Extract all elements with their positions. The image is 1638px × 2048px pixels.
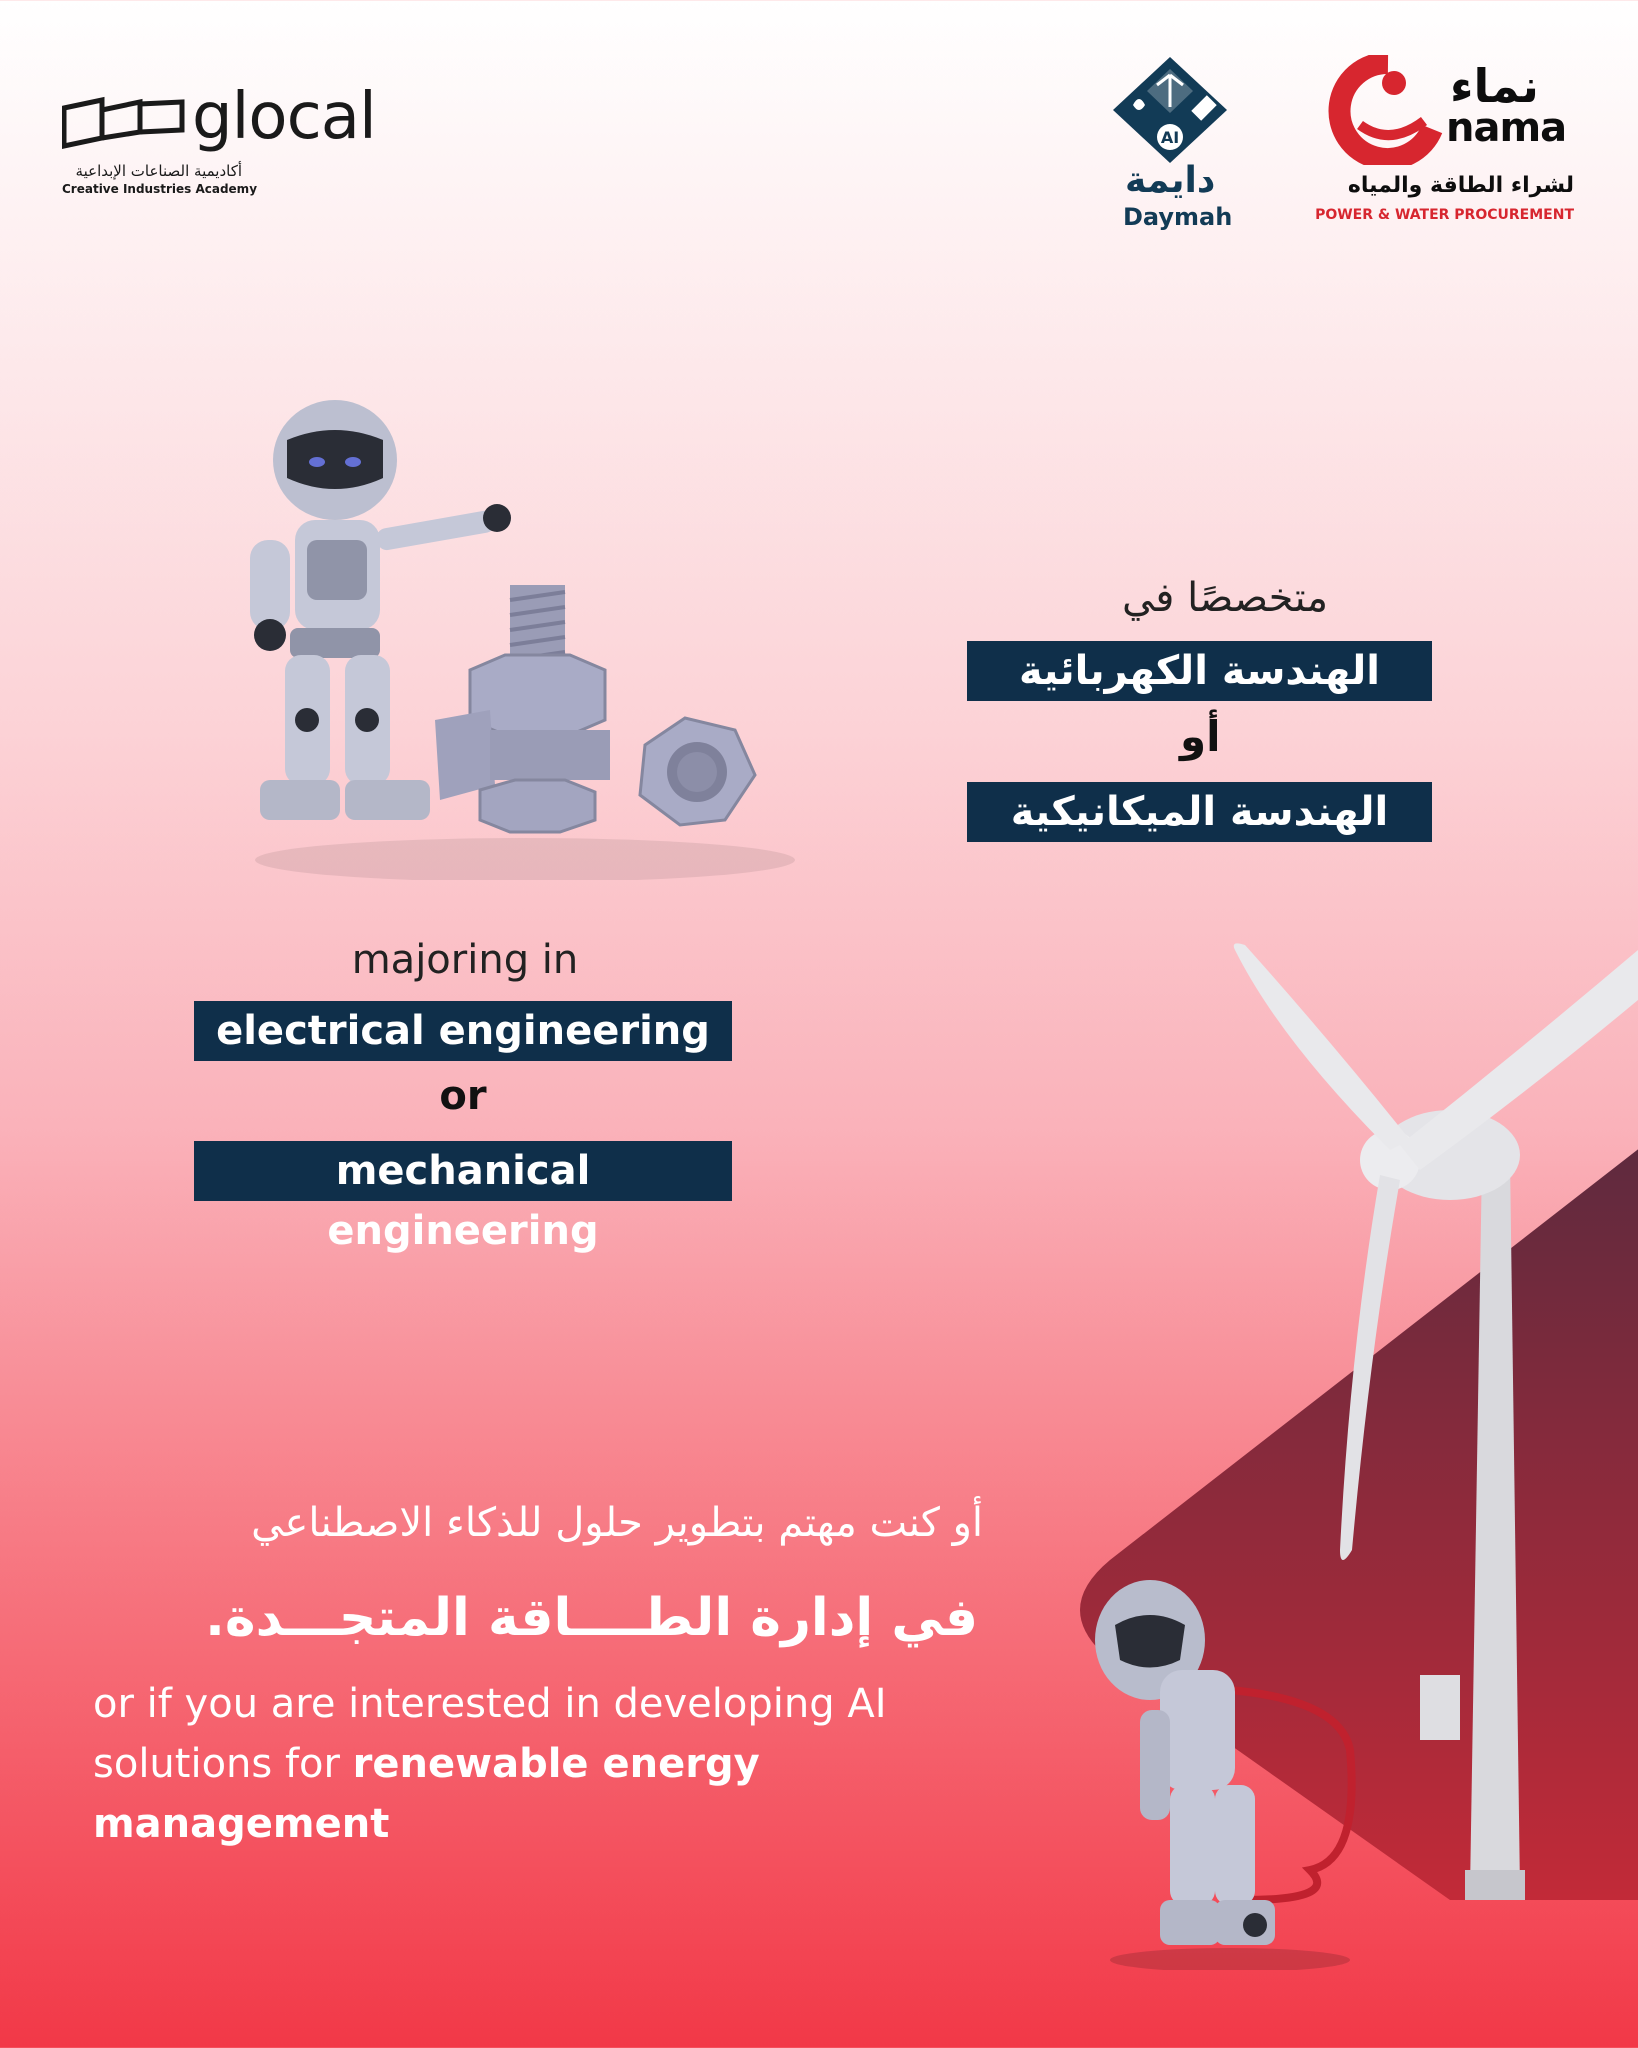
arabic-or: أو [1180,712,1221,761]
daymah-logo [1105,55,1235,235]
english-or: or [439,1073,487,1119]
daymah-badge: AI [1160,128,1180,147]
glocal-arabic-tagline: أكاديمية الصناعات الإبداعية [75,162,242,180]
english-body-bold: renewable energy management [93,1741,760,1847]
english-intro: majoring in [351,937,579,983]
english-body [93,1674,973,1854]
english-body-normal: or if you are interested in developing AI solutions for [93,1681,887,1787]
arabic-electrical-pill: الهندسة الكهربائية [967,641,1432,701]
daymah-logo-icon [1105,55,1235,165]
glocal-wordmark: glocal [192,80,376,154]
glocal-english-tagline: Creative Industries Academy [62,182,258,196]
nama-english-subtitle: POWER & WATER PROCUREMENT [1315,207,1574,223]
english-electrical-pill: electrical engineering [194,1001,732,1061]
glocal-logo-icon [62,80,187,150]
nama-arabic-subtitle: لشراء الطاقة والمياه [1347,173,1574,198]
arabic-intro: متخصصًا في [1121,575,1328,621]
daymah-english-name: Daymah [1123,203,1233,231]
english-mechanical-pill: mechanical engineering [194,1141,732,1201]
daymah-arabic-name: دايمة [1125,160,1216,201]
arabic-body-line1: أو كنت مهتم بتطوير حلول للذكاء الاصطناعي [251,1500,983,1546]
robot-charging-illustration [1080,1570,1380,1970]
arabic-mechanical-pill: الهندسة الميكانيكية [967,782,1432,842]
glocal-logo [62,80,382,200]
arabic-body-line2: في إدارة الطــــاقة المتجـــدة. [205,1588,978,1648]
nama-logo-icon [1320,55,1450,165]
nama-arabic-name: نماء [1450,59,1539,113]
nama-english-name: nama [1446,105,1567,151]
nama-logo [1315,55,1580,235]
robot-with-bolts-illustration [235,400,795,880]
